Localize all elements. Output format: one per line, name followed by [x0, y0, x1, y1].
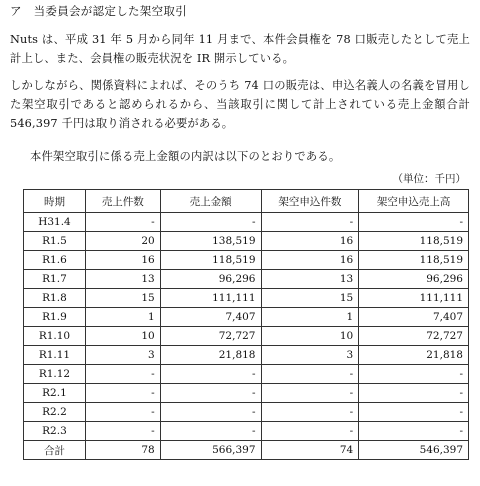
cell-sales-amount: 7,407 [160, 308, 261, 327]
header-fictitious-sales: 架空申込売上高 [359, 190, 469, 213]
paragraph-sales-recorded: Nuts は、平成 31 年 5 月から同年 11 月まで、本件会員権を 78 口販売したとして売上計上し、また、会員権の販売状況を IR 開示している。 [10, 33, 470, 65]
cell-sales-count: 15 [85, 289, 160, 308]
cell-period: R1.5 [24, 232, 86, 251]
cell-fictitious-count: 3 [261, 346, 359, 365]
cell-sales-count: 16 [85, 251, 160, 270]
cell-fictitious-count: - [261, 365, 359, 384]
table-row [24, 308, 469, 327]
cell-fictitious-sales: 111,111 [359, 289, 469, 308]
cell-period: R1.11 [24, 346, 86, 365]
table-row [24, 441, 469, 460]
cell-sales-count: - [85, 384, 160, 403]
cell-period: R1.6 [24, 251, 86, 270]
header-fictitious-count: 架空申込件数 [261, 190, 359, 213]
table-row [24, 422, 469, 441]
cell-fictitious-sales: - [359, 213, 469, 232]
cell-fictitious-count: - [261, 422, 359, 441]
cell-fictitious-sales: - [359, 422, 469, 441]
sales-breakdown-table [23, 189, 469, 460]
cell-fictitious-sales: 72,727 [359, 327, 469, 346]
cell-period: R1.9 [24, 308, 86, 327]
cell-fictitious-sales: 7,407 [359, 308, 469, 327]
table-row [24, 289, 469, 308]
cell-fictitious-count: 1 [261, 308, 359, 327]
cell-fictitious-sales: - [359, 365, 469, 384]
table-row [24, 346, 469, 365]
cell-fictitious-sales: - [359, 403, 469, 422]
cell-sales-amount: - [160, 422, 261, 441]
cell-sales-amount: 138,519 [160, 232, 261, 251]
cell-sales-amount: 111,111 [160, 289, 261, 308]
cell-fictitious-count: 16 [261, 232, 359, 251]
cell-period: R2.2 [24, 403, 86, 422]
cell-sales-amount: 21,818 [160, 346, 261, 365]
table-row [24, 365, 469, 384]
cell-period: 合計 [24, 441, 86, 460]
header-period: 時期 [24, 190, 86, 213]
cell-sales-amount: 566,397 [160, 441, 261, 460]
cell-sales-count: - [85, 213, 160, 232]
cell-sales-amount: 118,519 [160, 251, 261, 270]
cell-fictitious-sales: 546,397 [359, 441, 469, 460]
table-row [24, 327, 469, 346]
cell-sales-amount: 96,296 [160, 270, 261, 289]
table-body [24, 213, 469, 460]
cell-sales-amount: - [160, 403, 261, 422]
cell-sales-count: 3 [85, 346, 160, 365]
cell-fictitious-count: 74 [261, 441, 359, 460]
cell-fictitious-count: 16 [261, 251, 359, 270]
cell-fictitious-sales: 118,519 [359, 232, 469, 251]
cell-fictitious-count: 13 [261, 270, 359, 289]
cell-sales-amount: - [160, 384, 261, 403]
cell-fictitious-sales: 96,296 [359, 270, 469, 289]
cell-sales-count: 1 [85, 308, 160, 327]
cell-period: R1.10 [24, 327, 86, 346]
table-row [24, 403, 469, 422]
cell-fictitious-count: - [261, 213, 359, 232]
cell-sales-amount: - [160, 365, 261, 384]
cell-sales-count: 13 [85, 270, 160, 289]
table-row [24, 251, 469, 270]
cell-sales-count: 78 [85, 441, 160, 460]
cell-fictitious-count: 10 [261, 327, 359, 346]
table-header-row [24, 190, 469, 213]
cell-fictitious-sales: 118,519 [359, 251, 469, 270]
cell-sales-amount: 72,727 [160, 327, 261, 346]
cell-sales-amount: - [160, 213, 261, 232]
cell-period: H31.4 [24, 213, 86, 232]
table-row [24, 384, 469, 403]
cell-period: R2.3 [24, 422, 86, 441]
unit-label: （単位：千円） [392, 173, 466, 185]
table-row [24, 270, 469, 289]
cell-sales-count: - [85, 403, 160, 422]
cell-period: R1.12 [24, 365, 86, 384]
section-heading: ア 当委員会が認定した架空取引 [10, 4, 187, 18]
cell-sales-count: 10 [85, 327, 160, 346]
cell-period: R1.7 [24, 270, 86, 289]
table-row [24, 232, 469, 251]
paragraph-fictitious-transactions: しかしながら、関係資料によれば、そのうち 74 口の販売は、申込名義人の名義を冒用した架空取引であると認められるから、当該取引に関して計上されている売上金額合計 546,397 千円は取り消される必要がある。 [10, 79, 470, 130]
cell-fictitious-count: - [261, 403, 359, 422]
cell-sales-count: 20 [85, 232, 160, 251]
header-sales-amount: 売上金額 [160, 190, 261, 213]
cell-sales-count: - [85, 365, 160, 384]
cell-fictitious-sales: - [359, 384, 469, 403]
cell-fictitious-sales: 21,818 [359, 346, 469, 365]
cell-period: R2.1 [24, 384, 86, 403]
cell-sales-count: - [85, 422, 160, 441]
header-sales-count: 売上件数 [85, 190, 160, 213]
table-intro-text: 本件架空取引に係る売上金額の内訳は以下のとおりである。 [30, 150, 341, 163]
cell-fictitious-count: - [261, 384, 359, 403]
table-row [24, 213, 469, 232]
cell-fictitious-count: 15 [261, 289, 359, 308]
cell-period: R1.8 [24, 289, 86, 308]
